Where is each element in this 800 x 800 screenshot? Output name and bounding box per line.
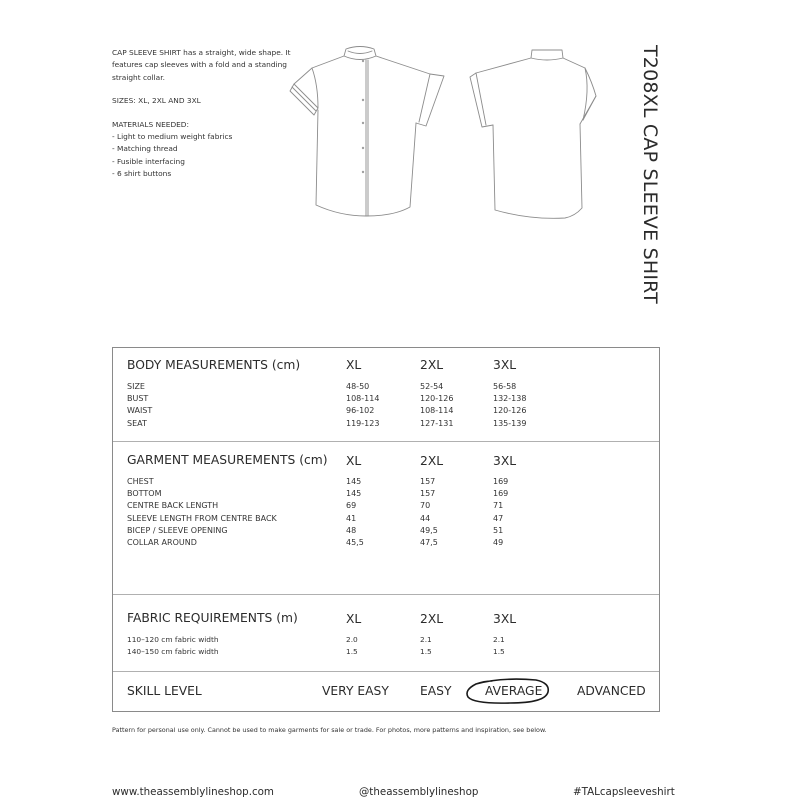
cell-2xl: 2.1 bbox=[420, 635, 432, 644]
cell-3xl: 56-58 bbox=[493, 382, 517, 391]
row-label: BOTTOM bbox=[127, 489, 162, 499]
cell-3xl: 135-139 bbox=[493, 418, 527, 428]
cell-xl: 108-114 bbox=[346, 394, 380, 404]
skill-option-advanced: ADVANCED bbox=[577, 684, 646, 698]
row-label: CHEST bbox=[127, 477, 154, 486]
column-header-2xl: 2XL bbox=[420, 358, 444, 372]
row-label: COLLAR AROUND bbox=[127, 537, 197, 547]
row-label: 110–120 cm fabric width bbox=[127, 635, 219, 644]
skill-level-section bbox=[113, 671, 659, 712]
cell-xl: 1.5 bbox=[346, 647, 358, 657]
row-label: BUST bbox=[127, 394, 149, 404]
cell-2xl: 49,5 bbox=[420, 525, 438, 535]
column-header-xl: XL bbox=[346, 454, 362, 468]
skill-option-easy: EASY bbox=[420, 684, 452, 698]
column-header-xl: XL bbox=[346, 612, 362, 626]
cell-xl: 119-123 bbox=[346, 418, 380, 428]
table-row bbox=[127, 525, 659, 537]
row-label: CENTRE BACK LENGTH bbox=[127, 501, 219, 511]
row-label: SLEEVE LENGTH FROM CENTRE BACK bbox=[127, 513, 277, 523]
garment-measurements-section bbox=[113, 441, 659, 595]
column-header-3xl: 3XL bbox=[493, 454, 517, 468]
cell-3xl: 169 bbox=[493, 477, 509, 486]
hashtag: #TALcapsleeveshirt bbox=[573, 786, 675, 798]
cell-2xl: 120-126 bbox=[420, 394, 454, 404]
skill-level-label: SKILL LEVEL bbox=[127, 684, 202, 698]
cell-2xl: 1.5 bbox=[420, 647, 432, 657]
materials-heading: MATERIALS NEEDED: bbox=[112, 119, 189, 129]
section-heading: BODY MEASUREMENTS (cm) bbox=[127, 358, 301, 372]
garment-rows bbox=[127, 476, 659, 549]
material-item: - Matching thread bbox=[112, 144, 178, 154]
table-row bbox=[127, 537, 659, 549]
section-heading: FABRIC REQUIREMENTS (m) bbox=[127, 611, 298, 625]
cell-3xl: 47 bbox=[493, 513, 504, 523]
selected-skill-circle-icon bbox=[462, 676, 552, 706]
cell-3xl: 132-138 bbox=[493, 394, 527, 404]
cell-xl: 48 bbox=[346, 525, 357, 535]
sizes-text: SIZES: XL, 2XL AND 3XL bbox=[112, 96, 201, 106]
column-header-2xl: 2XL bbox=[420, 612, 444, 626]
column-header-3xl: 3XL bbox=[493, 612, 517, 626]
column-header-2xl: 2XL bbox=[420, 454, 444, 468]
cell-3xl: 2.1 bbox=[493, 635, 505, 644]
shirt-back-icon bbox=[470, 50, 596, 218]
cell-xl: 41 bbox=[346, 513, 357, 523]
cell-2xl: 157 bbox=[420, 477, 436, 486]
usage-disclaimer: Pattern for personal use only. Cannot be used to make garments for sale or trade. For photos, more patterns and inspiration, see below. bbox=[112, 726, 547, 734]
table-row bbox=[127, 381, 659, 393]
measurements-table bbox=[112, 347, 660, 712]
cell-3xl: 169 bbox=[493, 489, 509, 499]
cell-3xl: 51 bbox=[493, 525, 504, 535]
table-row bbox=[127, 646, 659, 658]
material-item: - 6 shirt buttons bbox=[112, 169, 172, 179]
cell-xl: 145 bbox=[346, 477, 362, 486]
row-label: SEAT bbox=[127, 418, 147, 428]
shirt-front-icon bbox=[290, 47, 444, 217]
section-heading: GARMENT MEASUREMENTS (cm) bbox=[127, 453, 328, 467]
cell-3xl: 71 bbox=[493, 501, 504, 511]
shirt-illustrations bbox=[280, 30, 640, 230]
row-label: SIZE bbox=[127, 382, 145, 391]
table-row bbox=[127, 500, 659, 512]
cell-2xl: 127-131 bbox=[420, 418, 454, 428]
skill-option-average: AVERAGE bbox=[485, 684, 543, 698]
pattern-title: T208XL CAP SLEEVE SHIRT bbox=[639, 45, 661, 304]
cell-xl: 2.0 bbox=[346, 635, 358, 644]
body-measurements-section bbox=[113, 348, 659, 442]
table-row bbox=[127, 418, 659, 430]
cell-3xl: 1.5 bbox=[493, 647, 505, 657]
cell-2xl: 44 bbox=[420, 513, 431, 523]
row-label: WAIST bbox=[127, 406, 153, 416]
cell-2xl: 108-114 bbox=[420, 406, 454, 416]
fabric-rows bbox=[127, 634, 659, 658]
cell-xl: 69 bbox=[346, 501, 357, 511]
table-row bbox=[127, 393, 659, 405]
cell-2xl: 47,5 bbox=[420, 537, 438, 547]
body-rows bbox=[127, 381, 659, 430]
row-label: BICEP / SLEEVE OPENING bbox=[127, 525, 228, 535]
skill-option-very-easy: VERY EASY bbox=[322, 684, 389, 698]
cell-3xl: 120-126 bbox=[493, 406, 527, 416]
website-link[interactable]: www.theassemblylineshop.com bbox=[112, 786, 274, 798]
cell-3xl: 49 bbox=[493, 537, 504, 547]
table-row bbox=[127, 513, 659, 525]
cell-xl: 96-102 bbox=[346, 406, 375, 416]
cell-2xl: 70 bbox=[420, 501, 431, 511]
table-row bbox=[127, 476, 659, 488]
column-header-3xl: 3XL bbox=[493, 358, 517, 372]
row-label: 140–150 cm fabric width bbox=[127, 647, 219, 657]
instagram-handle[interactable]: @theassemblylineshop bbox=[359, 786, 479, 798]
cell-xl: 48-50 bbox=[346, 382, 370, 391]
cell-xl: 45,5 bbox=[346, 537, 364, 547]
material-item: - Fusible interfacing bbox=[112, 156, 185, 166]
cell-2xl: 52-54 bbox=[420, 382, 444, 391]
material-item: - Light to medium weight fabrics bbox=[112, 132, 233, 142]
table-row bbox=[127, 405, 659, 417]
cell-xl: 145 bbox=[346, 489, 362, 499]
fabric-requirements-section bbox=[113, 594, 659, 672]
description-text: CAP SLEEVE SHIRT has a straight, wide shape. It features cap sleeves with a fold and a standing straight collar. bbox=[112, 48, 291, 82]
table-row bbox=[127, 634, 659, 646]
table-row bbox=[127, 488, 659, 500]
column-header-xl: XL bbox=[346, 358, 362, 372]
cell-2xl: 157 bbox=[420, 489, 436, 499]
